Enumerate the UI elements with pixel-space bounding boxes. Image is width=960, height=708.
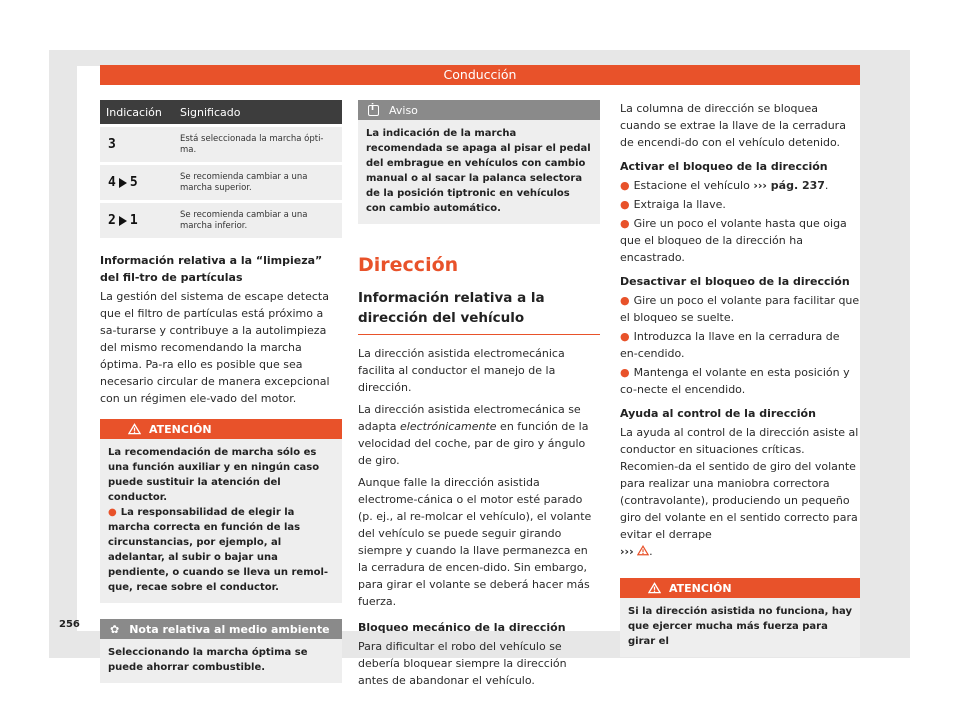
gear-recommendation-table [100,100,342,238]
gear-symbol [100,126,174,164]
bullet-icon: ● [620,217,630,230]
list-item-text: . [824,179,829,192]
bullet-icon: ● [620,330,630,343]
paragraph: La dirección asistida electromecánica facilita al conductor el manejo de la dirección. [358,347,565,394]
bullet-icon: ● [620,366,630,379]
list-item-text: Introduzca la llave en la cerradura de en-cendido. [620,330,840,360]
warning-box [100,419,342,603]
warning-title: ATENCIÓN [149,422,212,436]
warning-title: ATENCIÓN [669,581,732,595]
warning-header [620,578,860,598]
page-number: 256 [59,619,80,630]
list-item-text: Gire un poco el volante hasta que oiga que el bloqueo de la dirección ha encastrado. [620,217,847,264]
filter-heading: Información relativa a la “limpieza” del fil-tro de partículas [100,254,323,284]
list-item [620,215,860,266]
gear-arrow-icon [119,178,127,188]
list-item [620,364,860,398]
gear-from: 3 [108,137,116,152]
paragraph-text: en función de la velocidad del coche, par de giro y ángulo de giro. [358,420,589,467]
gear-symbol [100,164,174,202]
environment-note-header [100,619,342,639]
activar-heading: Activar el bloqueo de la dirección [620,160,828,173]
list-item-text: Extraiga la llave. [633,198,726,211]
aviso-header [358,100,600,120]
list-item-text: Mantenga el volante en esta posición y co-necte el encendido. [620,366,850,396]
column-1 [100,100,342,683]
page-reference-link[interactable]: ››› pág. 237 [753,179,825,192]
paragraph-text: La dirección asistida electromecánica se adapta [358,403,581,433]
list-item [620,177,860,194]
environment-note-title: Nota relativa al medio ambiente [129,622,330,636]
bullet-icon: ● [620,294,630,307]
warning-line: La recomendación de marcha sólo es una función auxiliar y en ningún caso puede sustituir la atención del conductor. [108,447,320,503]
list-item [620,292,860,326]
paragraph-text: La ayuda al control de la dirección asiste al conductor en situaciones críticas. Recomien-da el sentido de giro del volante para realizar una maniobra correctora (contravolante), produciendo un pequeño giro del volante en el sentido correcto para evitar el derrape [620,426,859,541]
table-cell-meaning: Está seleccionada la marcha ópti-ma. [174,126,342,164]
gear-symbol [100,202,174,239]
list-item-text: Estacione el vehículo [633,179,754,192]
warning-header [100,419,342,439]
table-row [100,202,342,239]
paragraph: La columna de dirección se bloquea cuando se extrae la llave de la cerradura de encendi-do con el vehículo detenido. [620,102,846,149]
gear-to: 1 [129,213,138,228]
table-header-indicacion: Indicación [100,100,174,126]
bullet-icon: ● [108,507,117,518]
table-cell-meaning: Se recomienda cambiar a una marcha inferior. [174,202,342,239]
warning-triangle-icon [648,582,661,594]
warning-bullet-text: La responsabilidad de elegir la marcha correcta en función de las circunstancias, por ejemplo, al adelantar, al subir o bajar una pendiente, o cuando se lleva un remol-que, recae sobre el conductor. [108,507,329,593]
column-3 [620,100,860,657]
paragraph: Para dificultar el robo del vehículo se debería bloquear siempre la dirección antes de abandonar el vehículo. [358,640,567,687]
paragraph-emphasis: electrónicamente [400,420,497,433]
warning-triangle-icon [128,423,141,435]
gear-from: 4 [108,175,116,190]
bullet-icon: ● [620,179,630,192]
warning-triangle-icon [637,545,649,556]
table-cell-meaning: Se recomienda cambiar a una marcha superior. [174,164,342,202]
aviso-title: Aviso [389,103,418,117]
paragraph: La ayuda al control de la dirección asiste al conductor en situaciones críticas. Recomien-da el sentido de giro del volante para realizar una maniobra correctora (contravolante), produciendo un pequeño giro del volante en el sentido correcto para evitar el derrape ››› . [620,426,859,558]
table-row [100,164,342,202]
table-header-row [100,100,342,126]
warning-body: Si la dirección asistida no funciona, hay que ejercer mucha más fuerza para girar el [628,606,853,647]
gear-to: 5 [129,175,138,190]
section-title: Dirección [358,254,459,276]
gear-from: 2 [108,213,116,228]
warning-bullet [108,505,334,595]
info-square-icon [368,105,379,116]
environment-note-body: Seleccionando la marcha óptima se puede ahorrar combustible. [108,647,308,673]
warning-body [100,439,342,603]
ayuda-heading: Ayuda al control de la dirección [620,407,816,420]
aviso-box [358,100,600,224]
bullet-icon: ● [620,198,630,211]
paragraph: Aunque falle la dirección asistida electrome-cánica o el motor esté parado (p. ej., al re-molcar el vehículo), el volante del vehículo se puede seguir girando siempre y cuando la llave permanezca en la cerradura de encen-dido. Sin embargo, para girar el volante se deberá hacer más fuerza. [358,476,592,608]
list-item-text: Gire un poco el volante para facilitar que el bloqueo se suelte. [620,294,860,324]
bloqueo-heading: Bloqueo mecánico de la dirección [358,621,566,634]
environment-note-box [100,619,342,683]
warning-box [620,578,860,657]
list-item [620,196,860,213]
paragraph [358,401,600,469]
table-row [100,126,342,164]
subsection-title: Información relativa a la dirección del vehículo [358,288,600,335]
filter-paragraph: La gestión del sistema de escape detecta que el filtro de partículas está próximo a sa-turarse y contribuye a la autolimpieza del mismo recomendando la marcha óptima. Pa-ra ello es posible que sea necesario circular de manera excepcional con un régimen ele-vado del motor. [100,290,330,405]
table-header-significado: Significado [174,100,342,126]
aviso-body: La indicación de la marcha recomendada se apaga al pisar el pedal del embrague en vehículos con cambio manual o al sacar la palanca selectora de la posición tiptronic en vehículos con cambio automático. [366,128,591,214]
warning-reference-link[interactable]: ››› [620,545,634,558]
environment-flower-icon: ✿ [110,622,120,636]
desactivar-heading: Desactivar el bloqueo de la dirección [620,275,850,288]
list-item [620,328,860,362]
column-2 [358,100,600,689]
gear-arrow-icon [119,216,127,226]
chapter-header: Conducción [100,65,860,85]
